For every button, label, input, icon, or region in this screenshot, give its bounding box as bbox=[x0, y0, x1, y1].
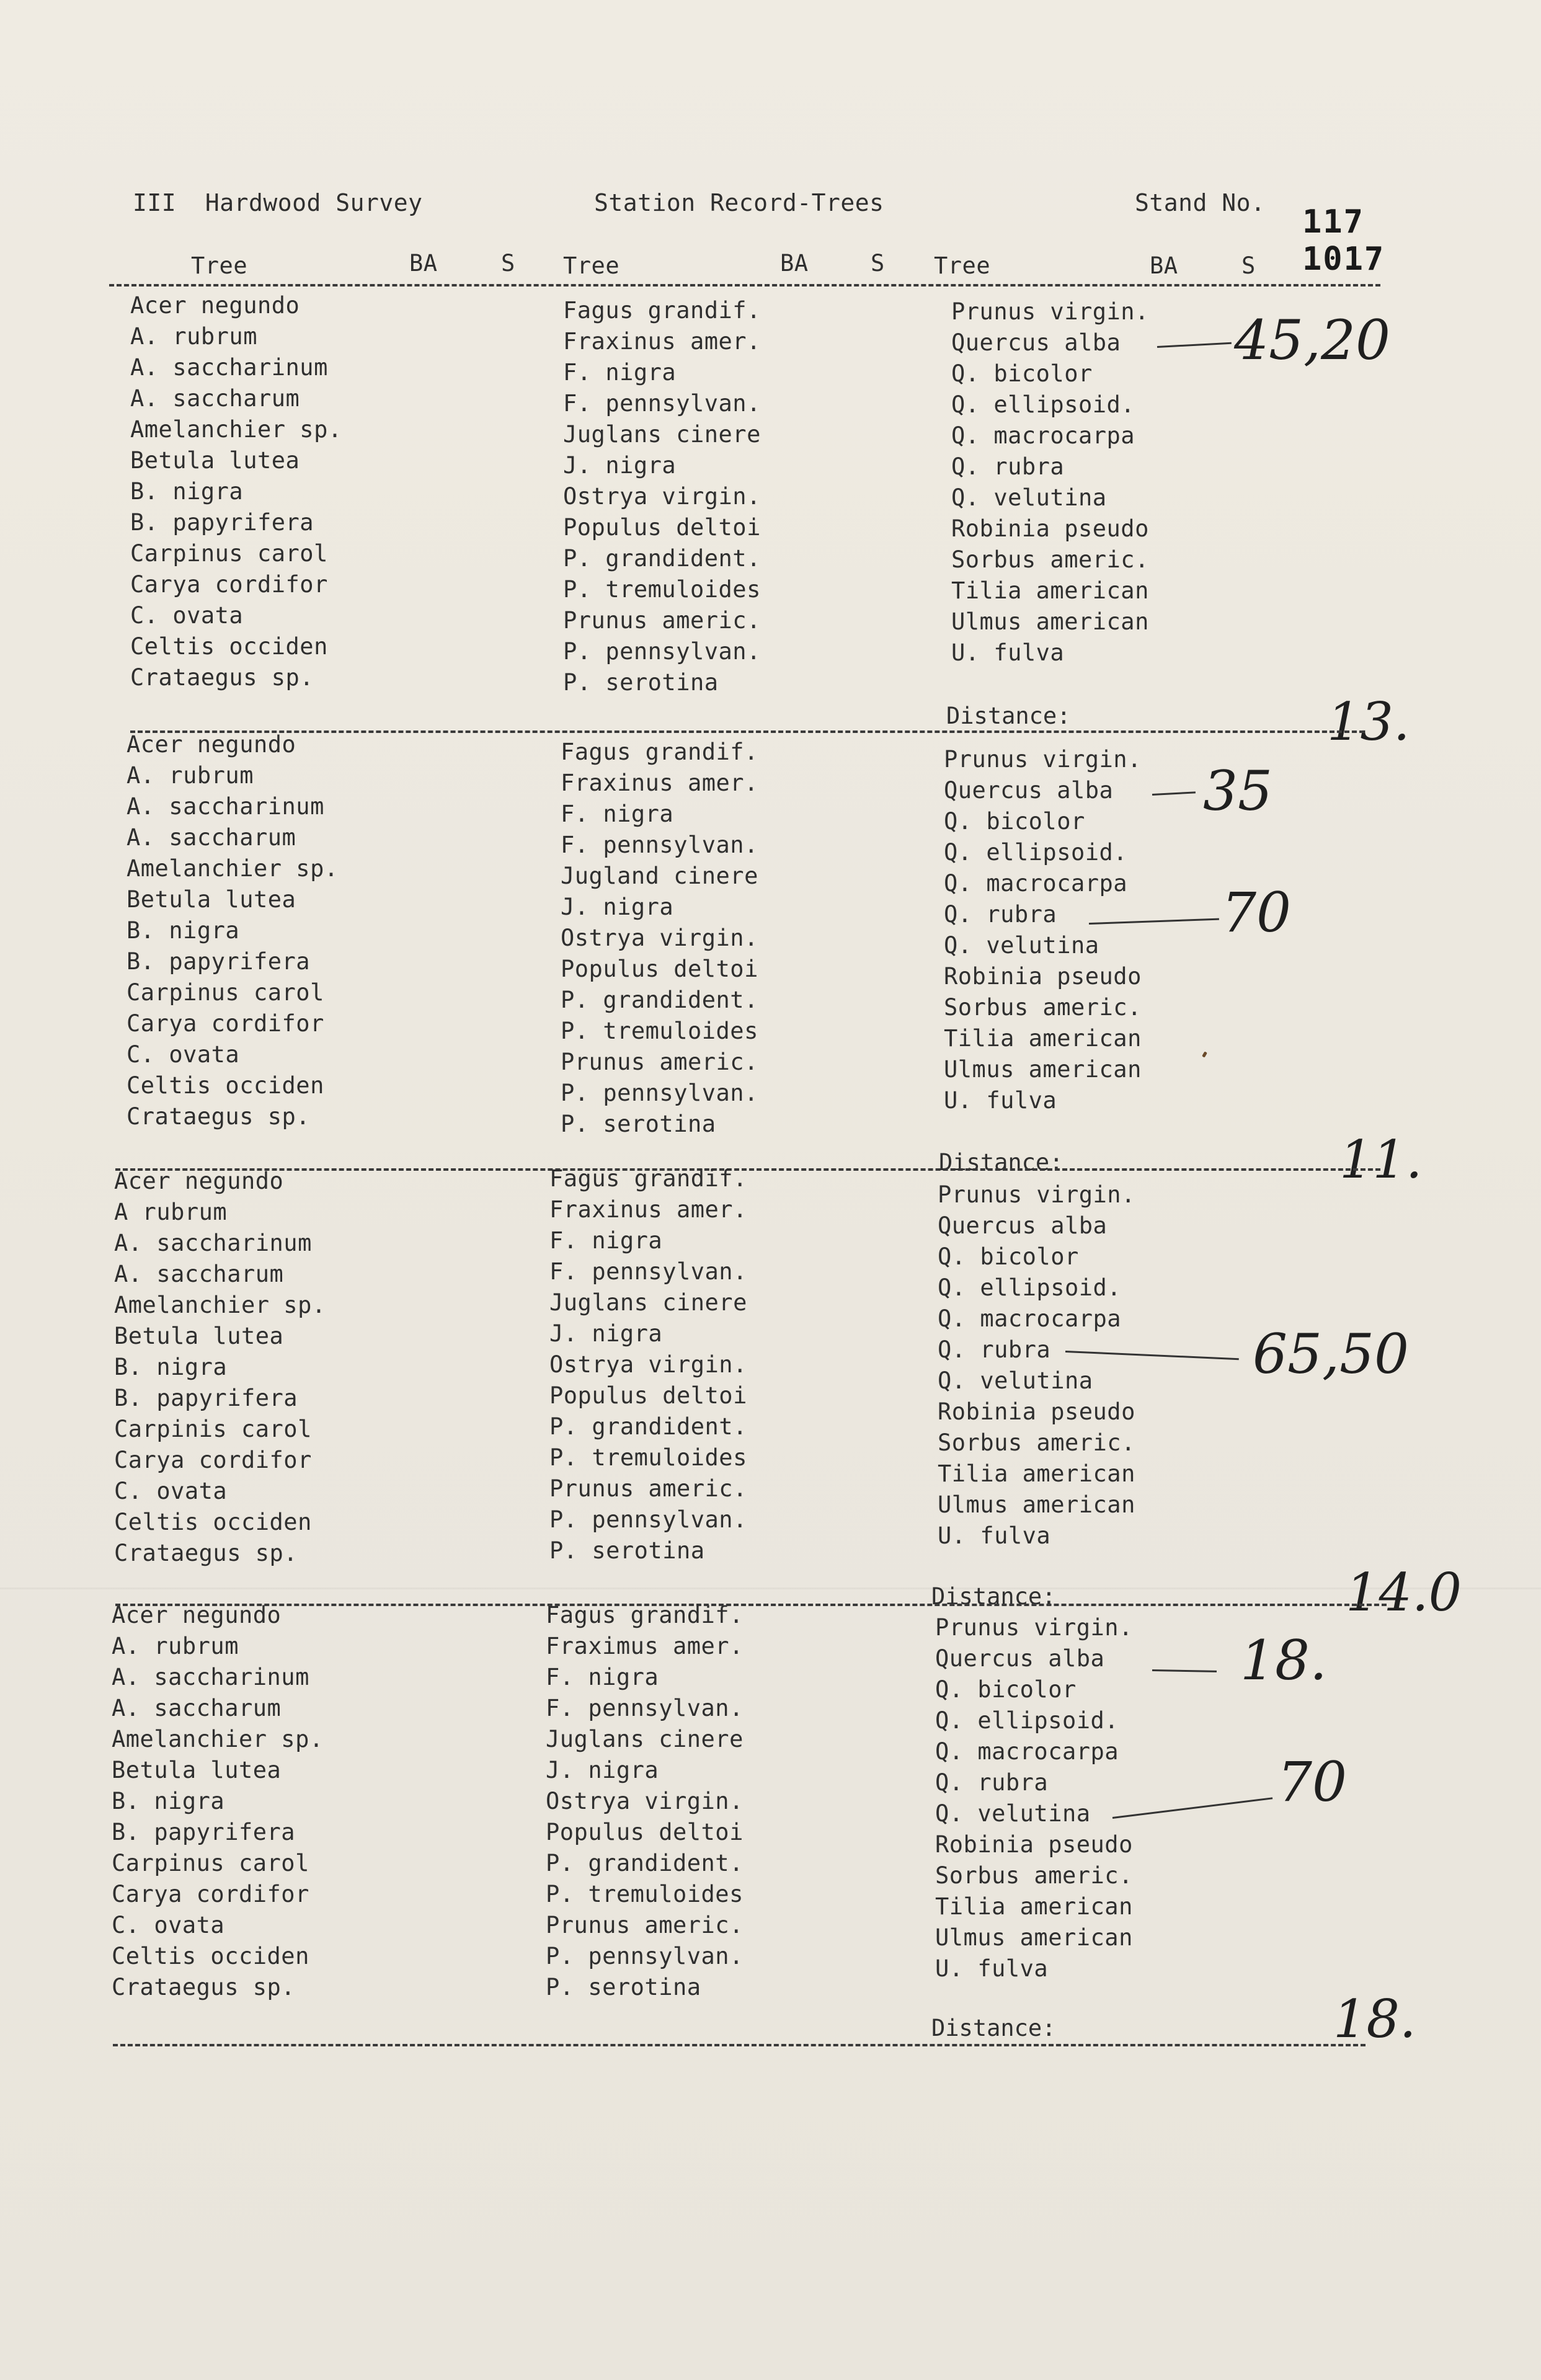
species-entry: P. tremuloides bbox=[563, 576, 761, 603]
species-entry: Jugland cinere bbox=[561, 863, 758, 889]
species-entry: Carya cordifor bbox=[127, 1010, 324, 1037]
ba-header-2: BA bbox=[780, 250, 809, 277]
species-entry: F. pennsylvan. bbox=[563, 390, 761, 417]
s-header-3: S bbox=[1241, 252, 1256, 279]
species-entry: Fraxinus amer. bbox=[561, 770, 758, 796]
species-entry: Populus deltoi bbox=[549, 1382, 747, 1409]
species-entry: Amelanchier sp. bbox=[112, 1726, 324, 1752]
species-entry: Prunus virgin. bbox=[944, 746, 1142, 773]
section-3-column-2 bbox=[549, 1163, 747, 1566]
species-entry: Celtis occiden bbox=[112, 1943, 309, 1969]
species-entry: Populus deltoi bbox=[563, 514, 761, 541]
species-entry: Celtis occiden bbox=[114, 1509, 312, 1535]
species-entry: P. serotina bbox=[546, 1974, 701, 2000]
section-1-column-3 bbox=[951, 296, 1149, 668]
species-entry: Q. macrocarpa bbox=[935, 1738, 1119, 1765]
distance-label: Distance: bbox=[931, 2015, 1056, 2041]
species-entry: Carya cordifor bbox=[114, 1447, 312, 1473]
species-entry: Carpinis carol bbox=[114, 1416, 312, 1442]
species-entry: Populus deltoi bbox=[546, 1819, 744, 1845]
section-2-column-2 bbox=[561, 737, 758, 1140]
survey-title: III Hardwood Survey bbox=[133, 189, 423, 216]
species-entry: Q. rubra bbox=[951, 453, 1065, 480]
species-entry: Robinia pseudo bbox=[944, 963, 1142, 990]
species-entry: Celtis occiden bbox=[127, 1072, 324, 1099]
species-entry: Carpinus carol bbox=[112, 1850, 309, 1876]
species-entry: Carya cordifor bbox=[112, 1881, 309, 1907]
ba-header-1: BA bbox=[409, 250, 438, 277]
species-entry: Q. bicolor bbox=[935, 1676, 1077, 1703]
species-entry: Acer negundo bbox=[127, 731, 296, 758]
species-entry: Fagus grandif. bbox=[561, 739, 758, 765]
tree-header-2: Tree bbox=[563, 252, 620, 279]
handwritten-ba-value: 35 bbox=[1203, 759, 1272, 823]
species-entry: F. nigra bbox=[546, 1664, 659, 1690]
species-entry: Q. rubra bbox=[944, 901, 1057, 928]
species-entry: U. fulva bbox=[935, 1955, 1049, 1982]
species-entry: Fagus grandif. bbox=[546, 1602, 744, 1628]
handwritten-distance: 14.0 bbox=[1346, 1562, 1462, 1623]
species-entry: P. grandident. bbox=[549, 1413, 747, 1440]
species-entry: P. tremuloides bbox=[546, 1881, 744, 1907]
species-entry: A rubrum bbox=[114, 1199, 228, 1225]
species-entry: C. ovata bbox=[127, 1041, 240, 1068]
section-4-column-3 bbox=[935, 1612, 1133, 1984]
species-entry: Fraxinus amer. bbox=[549, 1196, 747, 1223]
species-entry: Q. velutina bbox=[944, 932, 1099, 959]
species-entry: F. nigra bbox=[563, 359, 677, 386]
species-entry: Ostrya virgin. bbox=[563, 483, 761, 510]
species-entry: Betula lutea bbox=[114, 1323, 284, 1349]
species-entry: Carpinus carol bbox=[127, 979, 324, 1006]
species-entry: Q. macrocarpa bbox=[944, 870, 1128, 897]
section-3-column-3 bbox=[938, 1179, 1135, 1552]
species-entry: Quercus alba bbox=[938, 1212, 1108, 1239]
stand-label: Stand No. bbox=[1135, 189, 1266, 216]
s-header-2: S bbox=[871, 250, 885, 277]
species-entry: F. pennsylvan. bbox=[549, 1258, 747, 1285]
species-entry: Populus deltoi bbox=[561, 956, 758, 982]
species-entry: Tilia american bbox=[938, 1460, 1135, 1487]
species-entry: Tilia american bbox=[935, 1893, 1133, 1920]
handwritten-ba-value: 18. bbox=[1240, 1628, 1327, 1692]
species-entry: Prunus americ. bbox=[549, 1475, 747, 1502]
section-1-column-2 bbox=[563, 295, 761, 698]
species-entry: Q. macrocarpa bbox=[938, 1305, 1122, 1332]
species-entry: Celtis occiden bbox=[130, 633, 328, 660]
species-entry: Crataegus sp. bbox=[114, 1540, 298, 1566]
species-entry: A. rubrum bbox=[112, 1633, 239, 1659]
section-divider bbox=[113, 2044, 1366, 2046]
species-entry: Q. velutina bbox=[935, 1800, 1091, 1827]
species-entry: U. fulva bbox=[944, 1087, 1057, 1114]
species-entry: J. nigra bbox=[563, 452, 677, 479]
ba-header-3: BA bbox=[1150, 252, 1178, 279]
species-entry: B. nigra bbox=[114, 1354, 228, 1380]
species-entry: Betula lutea bbox=[127, 886, 296, 913]
species-entry: F. nigra bbox=[561, 801, 674, 827]
species-entry: Crataegus sp. bbox=[127, 1103, 311, 1130]
species-entry: Prunus americ. bbox=[561, 1049, 758, 1075]
species-entry: U. fulva bbox=[951, 639, 1065, 666]
species-entry: Sorbus americ. bbox=[935, 1862, 1133, 1889]
section-3-column-1 bbox=[114, 1166, 326, 1569]
species-entry: Q. bicolor bbox=[944, 808, 1085, 835]
species-entry: Fraximus amer. bbox=[546, 1633, 744, 1659]
species-entry: Crataegus sp. bbox=[112, 1974, 296, 2000]
species-entry: Q. bicolor bbox=[938, 1243, 1079, 1270]
handwritten-distance: 18. bbox=[1333, 1989, 1416, 2049]
species-entry: B. papyrifera bbox=[114, 1385, 298, 1411]
stand-number-old: 117 bbox=[1302, 203, 1364, 241]
species-entry: C. ovata bbox=[114, 1478, 228, 1504]
species-entry: Q. ellipsoid. bbox=[951, 391, 1135, 418]
species-entry: B. nigra bbox=[127, 917, 240, 944]
species-entry: F. nigra bbox=[549, 1227, 663, 1254]
species-entry: Ostrya virgin. bbox=[561, 925, 758, 951]
species-entry: Juglans cinere bbox=[563, 421, 761, 448]
species-entry: Ulmus american bbox=[944, 1056, 1142, 1083]
species-entry: P. tremuloides bbox=[549, 1444, 747, 1471]
species-entry: P. tremuloides bbox=[561, 1018, 758, 1044]
species-entry: C. ovata bbox=[112, 1912, 225, 1938]
species-entry: Amelanchier sp. bbox=[127, 855, 339, 882]
species-entry: Quercus alba bbox=[951, 329, 1121, 356]
species-entry: Tilia american bbox=[951, 577, 1149, 604]
species-entry: Q. velutina bbox=[951, 484, 1107, 511]
species-entry: B. papyrifera bbox=[127, 948, 311, 975]
section-4-column-1 bbox=[112, 1600, 324, 2003]
species-entry: A. saccharinum bbox=[114, 1230, 312, 1256]
species-entry: C. ovata bbox=[130, 602, 244, 629]
stand-number: 1017 bbox=[1302, 241, 1385, 278]
species-entry: P. pennsylvan. bbox=[549, 1506, 747, 1533]
species-entry: Q. ellipsoid. bbox=[935, 1707, 1119, 1734]
species-entry: Q. macrocarpa bbox=[951, 422, 1135, 449]
species-entry: P. grandident. bbox=[546, 1850, 744, 1876]
species-entry: Acer negundo bbox=[112, 1602, 282, 1628]
species-entry: F. pennsylvan. bbox=[561, 832, 758, 858]
species-entry: Prunus americ. bbox=[563, 607, 761, 634]
distance-label: Distance: bbox=[931, 1583, 1056, 1610]
species-entry: Prunus virgin. bbox=[938, 1181, 1135, 1208]
species-entry: A. rubrum bbox=[127, 762, 254, 789]
section-4-column-2 bbox=[546, 1600, 744, 2003]
species-entry: Robinia pseudo bbox=[935, 1831, 1133, 1858]
species-entry: Q. bicolor bbox=[951, 360, 1093, 387]
species-entry: A. saccharum bbox=[114, 1261, 284, 1287]
species-entry: Sorbus americ. bbox=[938, 1429, 1135, 1456]
section-2-column-1 bbox=[127, 729, 339, 1132]
record-title: Station Record-Trees bbox=[594, 189, 884, 216]
s-header-1: S bbox=[501, 250, 515, 277]
species-entry: F. pennsylvan. bbox=[546, 1695, 744, 1721]
handwritten-distance: 13. bbox=[1327, 691, 1410, 752]
species-entry: B. nigra bbox=[112, 1788, 225, 1814]
species-entry: A. saccharum bbox=[130, 385, 300, 412]
handwritten-ba-value: 65,50 bbox=[1253, 1322, 1409, 1386]
species-entry: Ulmus american bbox=[935, 1924, 1133, 1951]
species-entry: J. nigra bbox=[546, 1757, 659, 1783]
species-entry: Acer negundo bbox=[130, 292, 300, 319]
species-entry: P. serotina bbox=[561, 1111, 716, 1137]
section-2-column-3 bbox=[944, 744, 1142, 1116]
species-entry: P. grandident. bbox=[563, 545, 761, 572]
species-entry: U. fulva bbox=[938, 1522, 1051, 1549]
species-entry: Carya cordifor bbox=[130, 571, 328, 598]
species-entry: Robinia pseudo bbox=[938, 1398, 1135, 1425]
species-entry: Ostrya virgin. bbox=[549, 1351, 747, 1378]
handwritten-ba-value: 45,20 bbox=[1234, 308, 1390, 372]
species-entry: P. grandident. bbox=[561, 987, 758, 1013]
species-entry: P. serotina bbox=[549, 1537, 705, 1564]
species-entry: Fagus grandif. bbox=[563, 297, 761, 324]
species-entry: A. saccharinum bbox=[112, 1664, 309, 1690]
species-entry: Prunus americ. bbox=[546, 1912, 744, 1938]
species-entry: Juglans cinere bbox=[546, 1726, 744, 1752]
species-entry: A. saccharum bbox=[127, 824, 296, 851]
species-entry: B. nigra bbox=[130, 478, 244, 505]
species-entry: Quercus alba bbox=[944, 777, 1114, 804]
species-entry: Amelanchier sp. bbox=[130, 416, 342, 443]
species-entry: Q. velutina bbox=[938, 1367, 1093, 1394]
tree-header-1: Tree bbox=[191, 252, 248, 279]
species-entry: Ulmus american bbox=[951, 608, 1149, 635]
species-entry: Sorbus americ. bbox=[951, 546, 1149, 573]
species-entry: Crataegus sp. bbox=[130, 664, 314, 691]
species-entry: A. rubrum bbox=[130, 323, 257, 350]
species-entry: Carpinus carol bbox=[130, 540, 328, 567]
species-entry: Sorbus americ. bbox=[944, 994, 1142, 1021]
handwritten-ba-value: 70 bbox=[1277, 1750, 1347, 1814]
species-entry: J. nigra bbox=[561, 894, 674, 920]
species-entry: A. saccharinum bbox=[130, 354, 328, 381]
species-entry: P. pennsylvan. bbox=[546, 1943, 744, 1969]
species-entry: Betula lutea bbox=[130, 447, 300, 474]
section-1-column-1 bbox=[130, 290, 342, 693]
handwritten-ba-value: 70 bbox=[1222, 881, 1291, 944]
species-entry: P. pennsylvan. bbox=[561, 1080, 758, 1106]
species-entry: Fagus grandif. bbox=[549, 1165, 747, 1192]
species-entry: Q. rubra bbox=[938, 1336, 1051, 1363]
distance-label: Distance: bbox=[939, 1149, 1064, 1176]
species-entry: J. nigra bbox=[549, 1320, 663, 1347]
species-entry: Juglans cinere bbox=[549, 1289, 747, 1316]
tree-header-3: Tree bbox=[934, 252, 991, 279]
species-entry: Ostrya virgin. bbox=[546, 1788, 744, 1814]
species-entry: Q. rubra bbox=[935, 1769, 1049, 1796]
species-entry: Q. ellipsoid. bbox=[944, 839, 1128, 866]
species-entry: B. papyrifera bbox=[130, 509, 314, 536]
species-entry: Betula lutea bbox=[112, 1757, 282, 1783]
paper-fold bbox=[0, 1587, 1541, 1589]
species-entry: Acer negundo bbox=[114, 1168, 284, 1194]
species-entry: Amelanchier sp. bbox=[114, 1292, 326, 1318]
species-entry: Prunus virgin. bbox=[935, 1614, 1133, 1641]
species-entry: Robinia pseudo bbox=[951, 515, 1149, 542]
species-entry: B. papyrifera bbox=[112, 1819, 296, 1845]
species-entry: Quercus alba bbox=[935, 1645, 1105, 1672]
distance-label: Distance: bbox=[946, 703, 1071, 729]
species-entry: A. saccharinum bbox=[127, 793, 324, 820]
species-entry: Fraxinus amer. bbox=[563, 328, 761, 355]
species-entry: Q. ellipsoid. bbox=[938, 1274, 1122, 1301]
header-divider bbox=[109, 284, 1380, 286]
handwritten-distance: 11. bbox=[1339, 1129, 1423, 1190]
species-entry: A. saccharum bbox=[112, 1695, 282, 1721]
species-entry: Prunus virgin. bbox=[951, 298, 1149, 325]
species-entry: Tilia american bbox=[944, 1025, 1142, 1052]
species-entry: Ulmus american bbox=[938, 1491, 1135, 1518]
species-entry: P. serotina bbox=[563, 669, 719, 696]
species-entry: P. pennsylvan. bbox=[563, 638, 761, 665]
